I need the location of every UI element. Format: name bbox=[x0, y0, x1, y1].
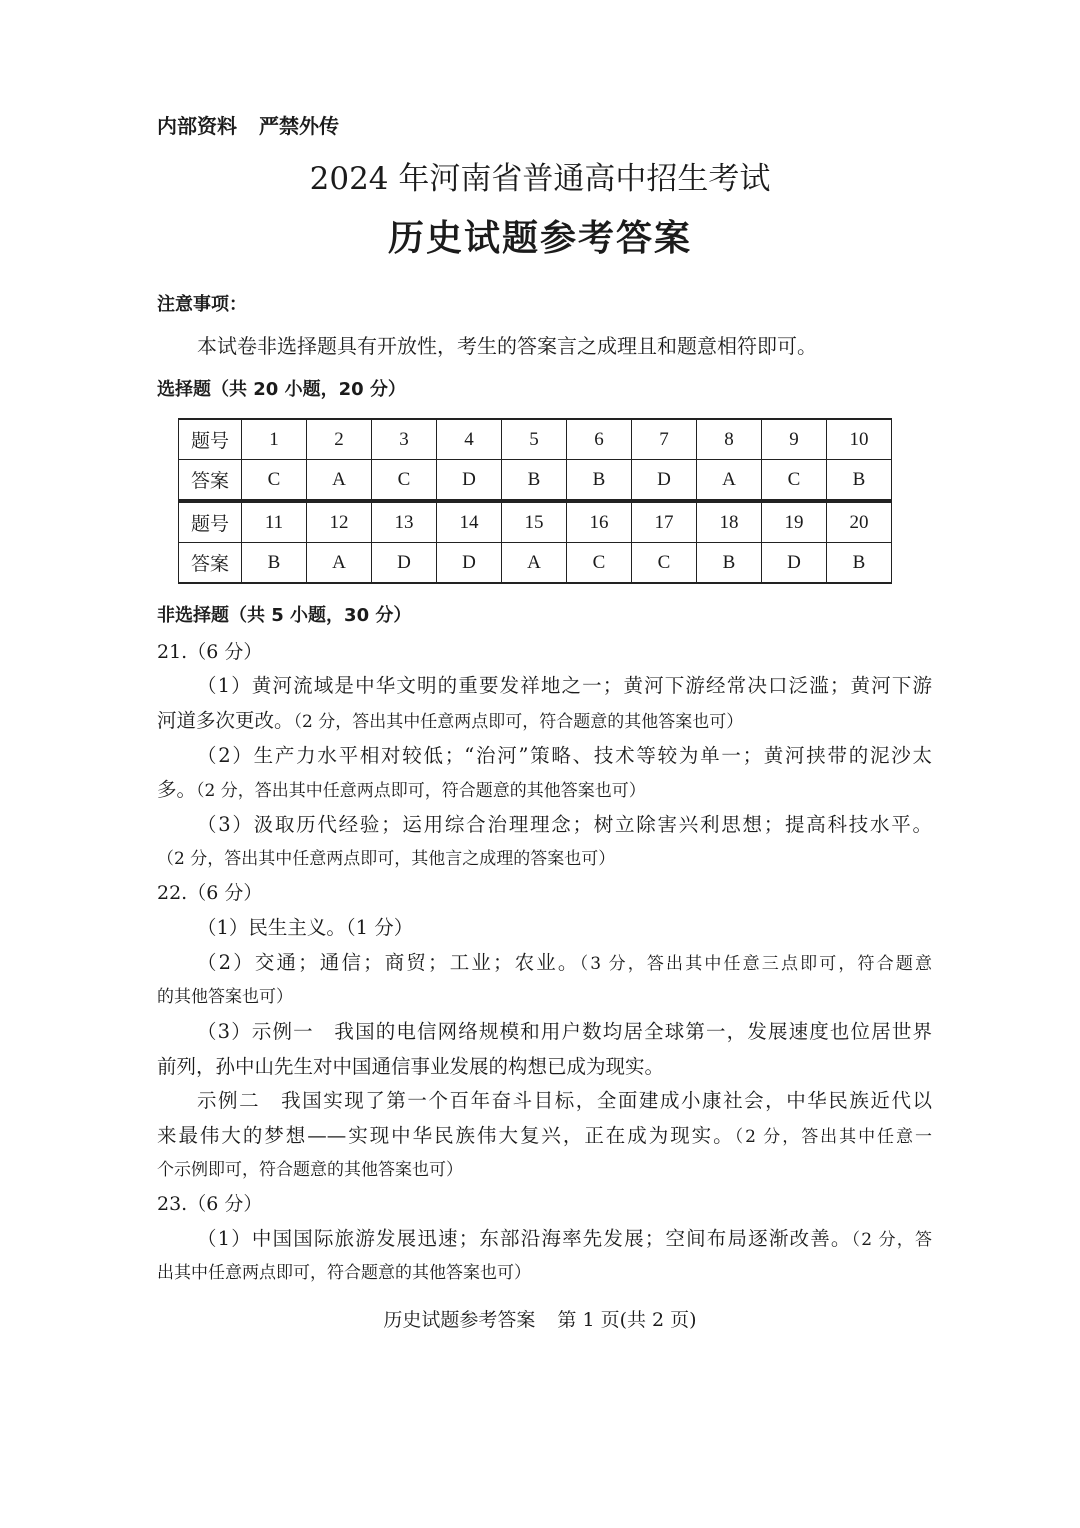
table-row-answers bbox=[179, 543, 892, 584]
q22-part2-text: （2）交通；通信；商贸；工业；农业。 bbox=[197, 951, 580, 974]
question-number: 9 bbox=[762, 419, 827, 460]
page-footer bbox=[0, 1305, 1080, 1332]
document-title: 历史试题参考答案 bbox=[387, 218, 692, 259]
question-number: 19 bbox=[762, 502, 827, 543]
q23-part1-scoring-note-cont: 出其中任意两点即可，符合题意的其他答案也可） bbox=[157, 1263, 531, 1283]
row-label-question: 题号 bbox=[179, 419, 242, 460]
q22-part1: （1）民生主义。（1 分） bbox=[197, 916, 414, 939]
q22-part2-line1 bbox=[197, 947, 932, 975]
q22-example2-line2 bbox=[157, 1120, 932, 1148]
q23-part1-scoring-note: （2 分，答 bbox=[851, 1230, 932, 1250]
footer-doc-name: 历史试题参考答案 bbox=[383, 1309, 536, 1331]
notice-text: 本试卷非选择题具有开放性，考生的答案言之成理且和题意相符即可。 bbox=[197, 334, 817, 358]
q22-example2-text: 来最伟大的梦想——实现中华民族伟大复兴，正在成为现实。 bbox=[157, 1124, 735, 1147]
answer-cell: D bbox=[632, 460, 697, 501]
answer-cell: D bbox=[372, 543, 437, 584]
answer-cell: D bbox=[762, 543, 827, 584]
table-row-answers bbox=[179, 460, 892, 501]
nonchoice-section-heading: 非选择题（共 5 小题，30 分） bbox=[157, 605, 412, 626]
question-number: 20 bbox=[827, 502, 892, 543]
question-number: 12 bbox=[307, 502, 372, 543]
answer-table-1 bbox=[178, 418, 892, 501]
answer-cell: C bbox=[762, 460, 827, 501]
answer-cell: A bbox=[502, 543, 567, 584]
q21-part3-scoring-note: （2 分，答出其中任意两点即可，其他言之成理的答案也可） bbox=[157, 849, 616, 869]
question-number: 2 bbox=[307, 419, 372, 460]
exam-title: 2024 年河南省普通高中招生考试 bbox=[309, 161, 771, 197]
q22-part3-line1: （3）示例一 我国的电信网络规模和用户数均居全球第一，发展速度也位居世界 bbox=[197, 1020, 932, 1043]
row-label-answer: 答案 bbox=[179, 543, 242, 584]
answer-cell: D bbox=[437, 460, 502, 501]
question-number: 3 bbox=[372, 419, 437, 460]
question-number: 18 bbox=[697, 502, 762, 543]
q22-part2-scoring-note-cont: 的其他答案也可） bbox=[157, 987, 293, 1007]
answer-cell: C bbox=[372, 460, 437, 501]
q22-part2-scoring-note: （3 分，答出其中任意三点即可，符合题意 bbox=[579, 954, 932, 974]
answer-cell: B bbox=[242, 543, 307, 584]
choice-section-heading: 选择题（共 20 小题，20 分） bbox=[157, 379, 406, 400]
question-number: 11 bbox=[242, 502, 307, 543]
answer-cell: B bbox=[502, 460, 567, 501]
q21-part1-line1: （1）黄河流域是中华文明的重要发祥地之一；黄河下游经常决口泛滥；黄河下游 bbox=[197, 674, 932, 697]
row-label-question: 题号 bbox=[179, 502, 242, 543]
answer-cell: A bbox=[697, 460, 762, 501]
question-number: 8 bbox=[697, 419, 762, 460]
q22-part3-line2: 前列，孙中山先生对中国通信事业发展的构想已成为现实。 bbox=[157, 1055, 665, 1078]
q21-part2-scoring-note: （2 分，答出其中任意两点即可，符合题意的其他答案也可） bbox=[196, 781, 646, 801]
table-row-numbers bbox=[179, 419, 892, 460]
q22-example2-scoring-note-cont: 个示例即可，符合题意的其他答案也可） bbox=[157, 1160, 463, 1180]
question-number: 7 bbox=[632, 419, 697, 460]
q21-part1-text: 河道多次更改。 bbox=[157, 709, 294, 732]
q23-part1-line1 bbox=[197, 1223, 932, 1251]
q21-part1-scoring-note: （2 分，答出其中任意两点即可，符合题意的其他答案也可） bbox=[293, 712, 744, 732]
q21-part3-line1: （3）汲取历代经验；运用综合治理理念；树立除害兴利思想；提高科技水平。 bbox=[197, 813, 932, 836]
question-number: 15 bbox=[502, 502, 567, 543]
banner-internal: 内部资料 bbox=[157, 114, 237, 138]
answer-cell: C bbox=[242, 460, 307, 501]
question-number: 5 bbox=[502, 419, 567, 460]
q23-part1-text: （1）中国国际旅游发展迅速；东部沿海率先发展；空间布局逐渐改善。 bbox=[197, 1227, 852, 1250]
notice-heading: 注意事项： bbox=[157, 294, 247, 315]
question-number: 10 bbox=[827, 419, 892, 460]
question-number: 14 bbox=[437, 502, 502, 543]
question-number: 4 bbox=[437, 419, 502, 460]
answer-cell: D bbox=[437, 543, 502, 584]
table-row-numbers bbox=[179, 502, 892, 543]
answer-cell: B bbox=[697, 543, 762, 584]
answer-cell: B bbox=[827, 543, 892, 584]
answer-cell: A bbox=[307, 460, 372, 501]
answer-cell: A bbox=[307, 543, 372, 584]
q22-example2-line1: 示例二 我国实现了第一个百年奋斗目标，全面建成小康社会，中华民族近代以 bbox=[197, 1089, 932, 1112]
question-number: 1 bbox=[242, 419, 307, 460]
question-number: 13 bbox=[372, 502, 437, 543]
question-22-number: 22.（6 分） bbox=[157, 882, 263, 904]
question-number: 17 bbox=[632, 502, 697, 543]
question-23-number: 23.（6 分） bbox=[157, 1193, 263, 1215]
q21-part2-line2 bbox=[157, 774, 932, 802]
footer-page-number: 第 1 页(共 2 页) bbox=[557, 1309, 697, 1331]
q22-example2-scoring-note: （2 分，答出其中任意一 bbox=[734, 1127, 932, 1147]
q21-part2-line1: （2）生产力水平相对较低；“治河”策略、技术等较为单一；黄河挟带的泥沙太 bbox=[197, 744, 932, 767]
row-label-answer: 答案 bbox=[179, 460, 242, 501]
question-number: 16 bbox=[567, 502, 632, 543]
question-number: 6 bbox=[567, 419, 632, 460]
q21-part2-text: 多。 bbox=[157, 778, 197, 801]
banner-no-distribution: 严禁外传 bbox=[259, 114, 339, 138]
answer-cell: B bbox=[827, 460, 892, 501]
q21-part1-line2 bbox=[157, 705, 932, 733]
confidential-banner bbox=[157, 110, 339, 139]
answer-cell: C bbox=[567, 543, 632, 584]
answer-table-2 bbox=[178, 501, 892, 584]
answer-cell: C bbox=[632, 543, 697, 584]
question-21-number: 21.（6 分） bbox=[157, 641, 263, 663]
answer-cell: B bbox=[567, 460, 632, 501]
